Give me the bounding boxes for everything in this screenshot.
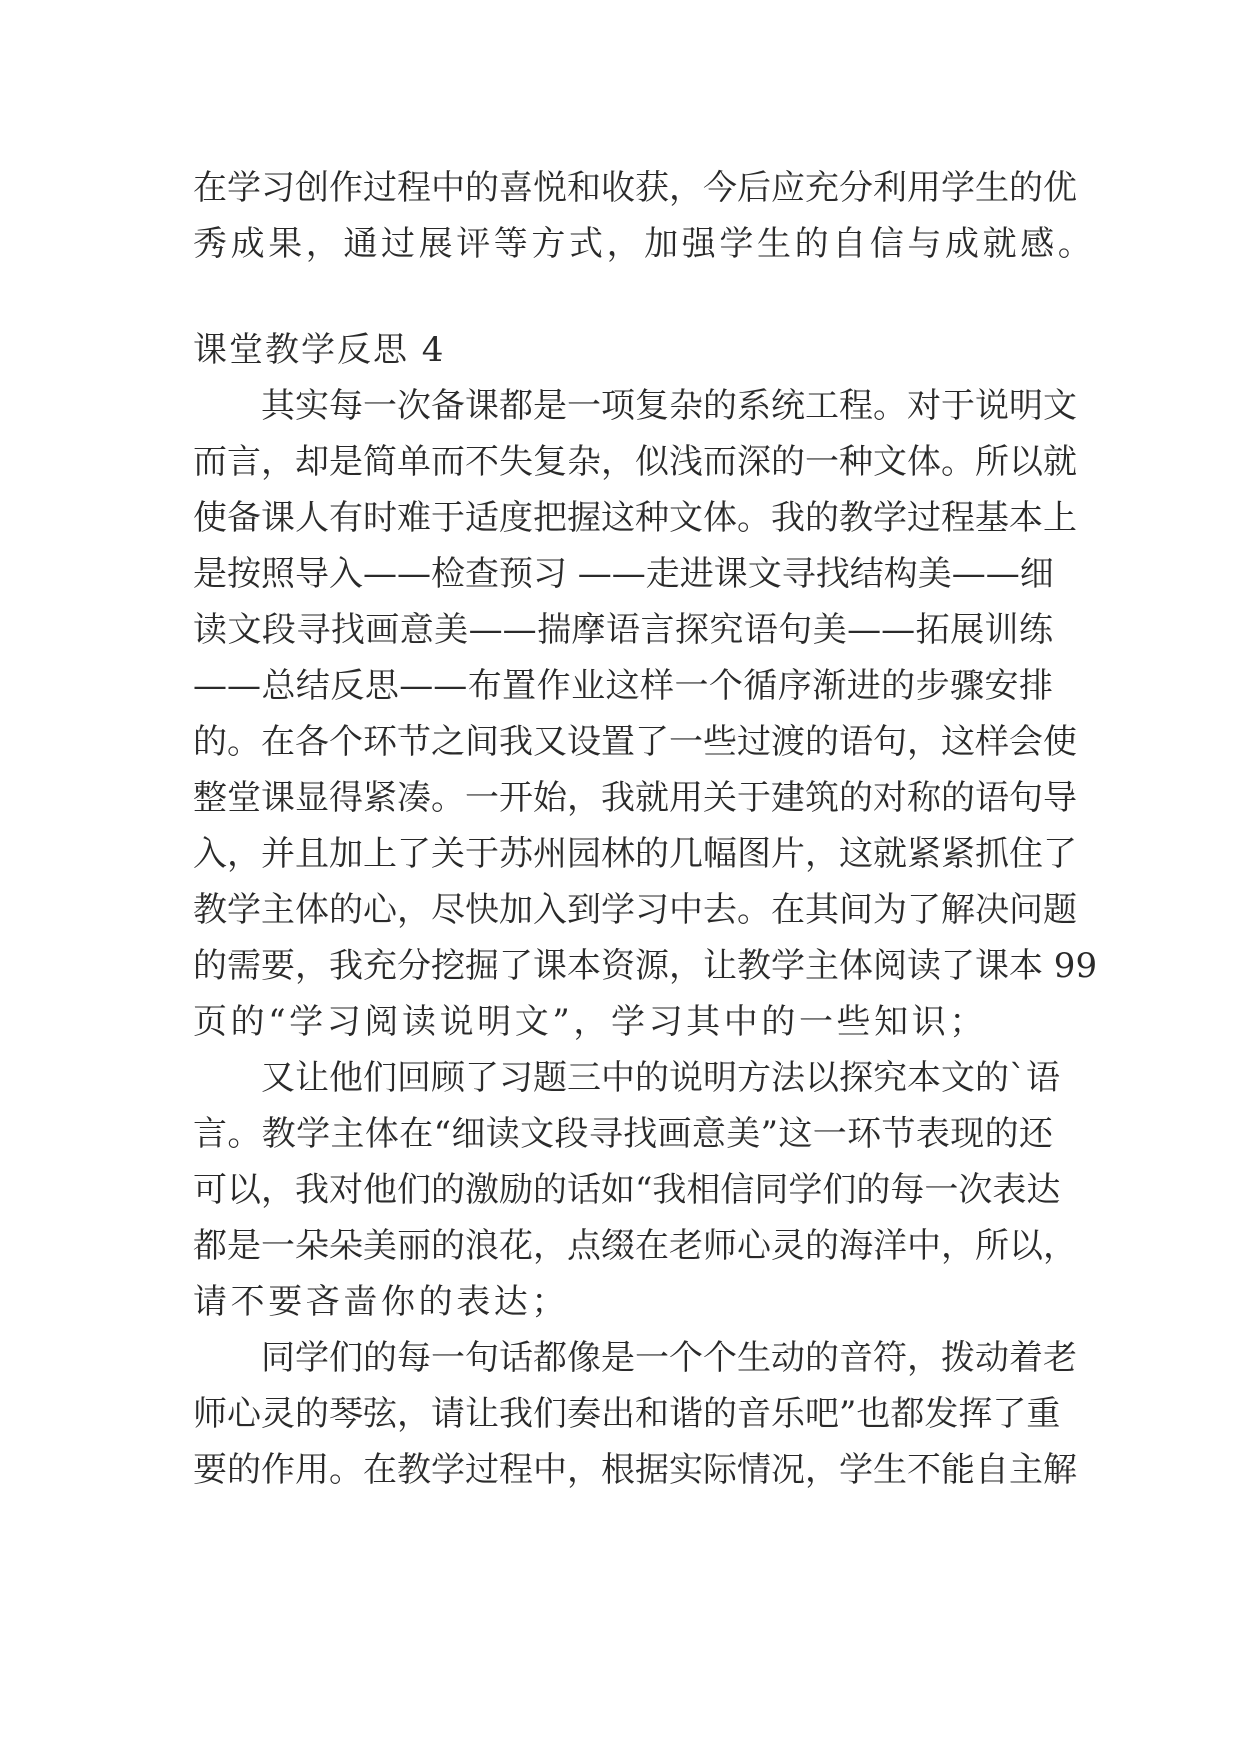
text-line: 其实每一次备课都是一项复杂的系统工程。对于说明文 xyxy=(261,386,1077,426)
document-page xyxy=(193,160,1098,1498)
text-line: 是按照导入——检查预习 ——走进课文寻找结构美——细 xyxy=(193,554,1054,594)
text-line: 师心灵的琴弦，请让我们奏出和谐的音乐吧”也都发挥了重 xyxy=(193,1394,1061,1434)
text-line: 入，并且加上了关于苏州园林的几幅图片，这就紧紧抓住了 xyxy=(193,834,1077,874)
text-line: 而言，却是简单而不失复杂，似浅而深的一种文体。所以就 xyxy=(193,442,1077,482)
text-line: 又让他们回顾了习题三中的说明方法以探究本文的`语 xyxy=(261,1058,1060,1098)
text-line: 使备课人有时难于适度把握这种文体。我的教学过程基本上 xyxy=(193,498,1077,538)
paragraph-body xyxy=(193,1050,1077,1330)
paragraph-body xyxy=(193,378,1098,1050)
text-line: 同学们的每一句话都像是一个个生动的音符，拨动着老 xyxy=(261,1338,1077,1378)
text-line: 整堂课显得紧凑。一开始，我就用关于建筑的对称的语句导 xyxy=(193,778,1077,818)
paragraph-continuation xyxy=(193,160,1096,272)
text-line: 秀成果，通过展评等方式，加强学生的自信与成就感。 xyxy=(193,224,1096,264)
text-line: 的。在各个环节之间我又设置了一些过渡的语句，这样会使 xyxy=(193,722,1077,762)
text-line: 在学习创作过程中的喜悦和收获，今后应充分利用学生的优 xyxy=(193,168,1077,208)
heading-text: 课堂教学反思 4 xyxy=(193,330,446,370)
text-line: ——总结反思——布置作业这样一个循序渐进的步骤安排 xyxy=(193,666,1053,706)
text-line: 请不要吝啬你的表达； xyxy=(193,1282,569,1322)
text-line: 页的“学习阅读说明文”，学习其中的一些知识； xyxy=(193,1002,987,1042)
text-line: 言。教学主体在“细读文段寻找画意美”这一环节表现的还 xyxy=(193,1114,1053,1154)
section-heading xyxy=(193,322,1053,378)
text-line: 教学主体的心，尽快加入到学习中去。在其间为了解决问题 xyxy=(193,890,1077,930)
text-line: 可以，我对他们的激励的话如“我相信同学们的每一次表达 xyxy=(193,1170,1061,1210)
text-line: 都是一朵朵美丽的浪花，点缀在老师心灵的海洋中，所以， xyxy=(193,1226,1077,1266)
text-line: 的需要，我充分挖掘了课本资源，让教学主体阅读了课本 99 xyxy=(193,946,1098,986)
text-line: 要的作用。在教学过程中，根据实际情况，学生不能自主解 xyxy=(193,1450,1077,1490)
text-line: 读文段寻找画意美——揣摩语言探究语句美——拓展训练 xyxy=(193,610,1053,650)
paragraph-body xyxy=(193,1330,1077,1498)
